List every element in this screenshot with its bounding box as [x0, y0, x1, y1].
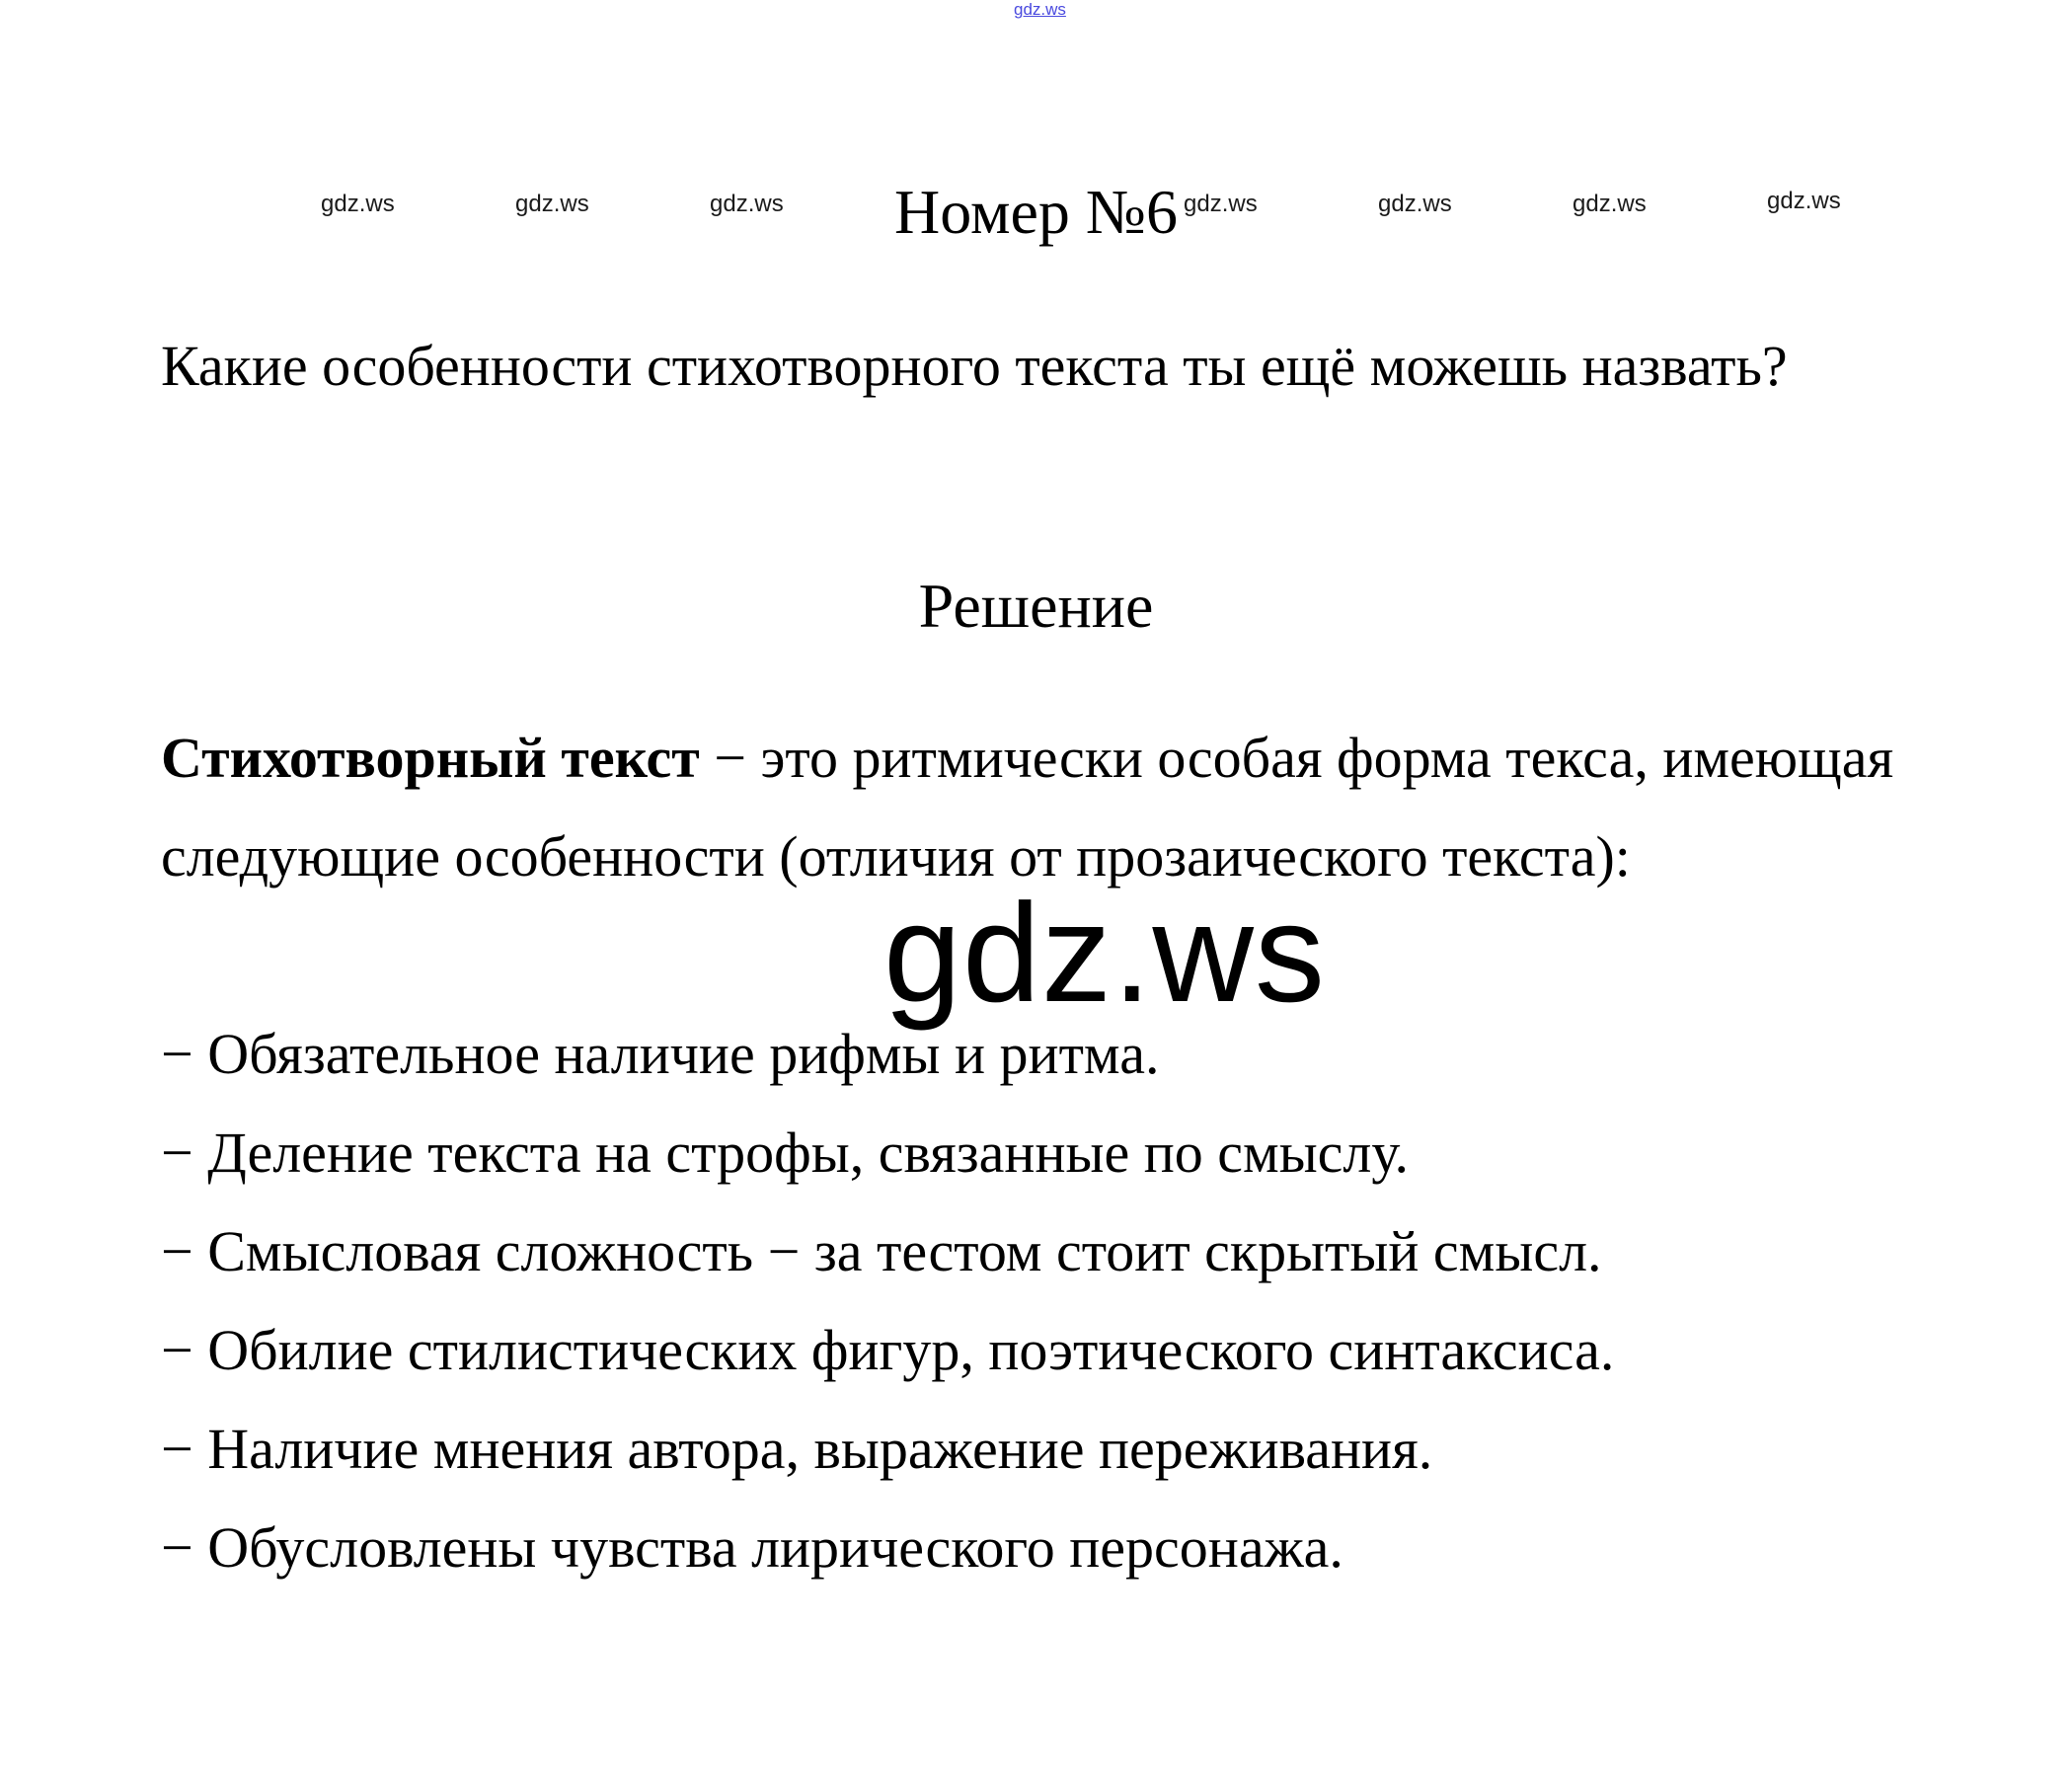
watermark-small: gdz.ws: [515, 191, 589, 217]
solution-heading: Решение: [918, 571, 1154, 641]
watermark-top[interactable]: gdz.ws: [1014, 0, 1066, 19]
list-item: − Смысловая сложность − за тестом стоит скрытый смысл.: [161, 1219, 1602, 1283]
question-text: Какие особенности стихотворного текста ты ещё можешь назвать?: [161, 334, 1788, 398]
list-item: − Наличие мнения автора, выражение переживания.: [161, 1417, 1433, 1481]
watermark-small: gdz.ws: [321, 191, 395, 217]
answer-term: Стихотворный текст: [161, 726, 700, 790]
watermark-small: gdz.ws: [1767, 188, 1841, 214]
watermark-large: gdz.ws: [883, 875, 1326, 1032]
watermark-small: gdz.ws: [1573, 191, 1647, 217]
page-title: Номер №6: [894, 177, 1178, 247]
list-item: − Деление текста на строфы, связанные по смыслу.: [161, 1121, 1410, 1185]
watermark-small: gdz.ws: [1184, 191, 1258, 217]
watermark-small: gdz.ws: [710, 191, 784, 217]
answer-definition: − это ритмически особая форма текса, имеющая следующие особенности (отличия от прозаического текста):: [161, 726, 1894, 889]
list-item: − Обилие стилистических фигур, поэтического синтаксиса.: [161, 1318, 1615, 1382]
list-item: − Обусловлены чувства лирического персонажа.: [161, 1515, 1343, 1580]
watermark-small: gdz.ws: [1378, 191, 1452, 217]
list-item: − Обязательное наличие рифмы и ритма.: [161, 1022, 1160, 1086]
features-list: [161, 1005, 1997, 1597]
